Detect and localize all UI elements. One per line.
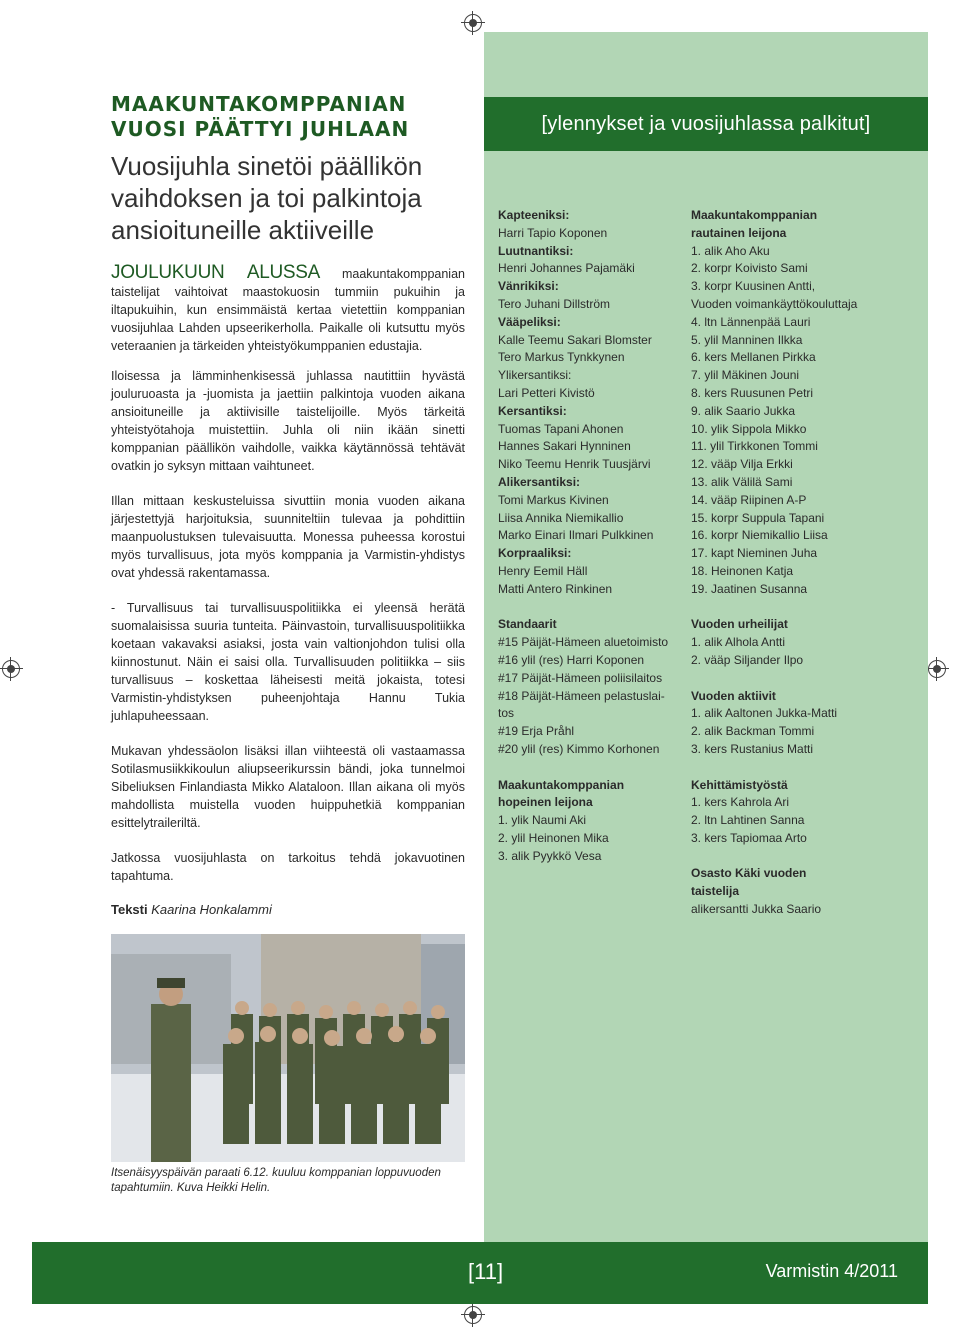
list-item: #19 Erja Pråhl xyxy=(498,724,575,739)
list-item: 5. ylil Manninen Ilkka xyxy=(691,332,803,347)
magazine-issue: Varmistin 4/2011 xyxy=(765,1261,898,1281)
list-heading: Luutnantiksi: xyxy=(498,243,574,258)
photo-caption: Itsenäisyyspäivän paraati 6.12. kuuluu komppanian loppuvuoden tapahtumiin. Kuva Heikki Helin. xyxy=(111,1167,441,1194)
list-item: 14. vääp Riipinen A-P xyxy=(691,492,807,507)
list-item: 3. korpr Kuusinen Antti, xyxy=(691,279,816,294)
list-item: Ylikersantiksi: xyxy=(498,368,572,383)
list-item: 4. ltn Lännenpää Lauri xyxy=(691,314,811,329)
registration-mark-top xyxy=(464,14,482,32)
list-item: Henry Eemil Häll xyxy=(498,563,588,578)
list-item: 17. kapt Nieminen Juha xyxy=(691,546,818,561)
list-item: #17 Päijät-Hämeen poliisilaitos xyxy=(498,670,663,685)
byline-name: Kaarina Honkalammi xyxy=(151,902,272,917)
list-item: Tuomas Tapani Ahonen xyxy=(498,421,624,436)
list-item: Harri Tapio Koponen xyxy=(498,225,608,240)
list-item: 6. kers Mellanen Pirkka xyxy=(691,350,816,365)
kicker-line-1: MAAKUNTAKOMPPANIAN xyxy=(111,92,407,116)
spacer xyxy=(691,759,926,777)
list-heading: rautainen leijona xyxy=(691,225,787,240)
byline xyxy=(111,902,465,917)
list-heading: Osasto Käki vuoden xyxy=(691,866,807,881)
list-item: 3. kers Tapiomaa Arto xyxy=(691,830,807,845)
list-item: #16 ylil (res) Harri Koponen xyxy=(498,652,645,667)
list-item: #18 Päijät-Hämeen pelastuslai- xyxy=(498,688,665,703)
list-item: Vuoden voimankäyttökouluttaja xyxy=(691,296,858,311)
page-number: [11] xyxy=(468,1259,504,1284)
list-item: 2. ltn Lahtinen Sanna xyxy=(691,813,805,828)
spacer xyxy=(691,599,926,617)
list-item: Henri Johannes Pajamäki xyxy=(498,261,635,276)
sidebar-column-2 xyxy=(691,207,926,919)
spacer xyxy=(691,670,926,688)
list-item: 9. alik Saario Jukka xyxy=(691,403,796,418)
list-item: #15 Päijät-Hämeen aluetoimisto xyxy=(498,635,669,650)
list-heading: Maakuntakomppanian xyxy=(691,208,818,222)
article-paragraph: Iloisessa ja lämminhenkisessä juhlassa nautittiin hyvästä jouluruoasta ja -juomista ja jaettiin palkintoja vuoden aikana ansioituneille ja aktiivisille taistelijoille. Myös tärkeitä yhteistyötahoja muistettiin. Juhla oli niin ikään sinetti komppanian päällikön vaihdolle, vaikka käytännössä tehtävät ovatkin jo syksyn mittaan vaihtuneet. xyxy=(111,369,465,473)
lead-cap: JOULUKUUN ALUSSA xyxy=(111,262,321,283)
spacer xyxy=(691,848,926,866)
parade-photo xyxy=(111,934,465,1162)
list-heading: Alikersantiksi: xyxy=(498,474,581,489)
list-item: Tero Juhani Dillström xyxy=(498,296,611,311)
list-heading: taistelija xyxy=(691,884,740,899)
article-paragraph: Illan mittaan keskusteluissa sivuttiin monia vuoden aikana järjestettyjä harjoituksia, suunniteltiin tulevaa ja pohdittiin maanpuolustuksen tulevaisuutta. Monessa puheessa korostui myös turvallisuus, jota myös komppania ja Varmistin-yhdistys ovat yhdessä rakentamassa. xyxy=(111,494,465,580)
list-heading: Vääpeliksi: xyxy=(498,314,561,329)
list-item: 19. Jaatinen Susanna xyxy=(691,581,808,596)
spacer xyxy=(498,599,688,617)
list-heading: Vuoden aktiivit xyxy=(691,688,776,703)
kicker-line-2: VUOSI PÄÄTTYI JUHLAAN xyxy=(111,117,410,141)
list-item: 2. alik Backman Tommi xyxy=(691,724,815,739)
article-paragraph: Jatkossa vuosijuhlasta on tarkoitus tehdä jokavuotinen tapahtuma. xyxy=(111,851,465,883)
list-item: 8. kers Ruusunen Petri xyxy=(691,385,814,400)
list-item: 3. kers Rustanius Matti xyxy=(691,741,814,756)
list-heading: Kehittämistyöstä xyxy=(691,777,788,792)
list-heading: Korpraaliksi: xyxy=(498,546,572,561)
registration-mark-left xyxy=(2,660,20,678)
article-lead xyxy=(111,264,465,355)
list-item: 1. ylik Naumi Aki xyxy=(498,813,587,828)
article-headline: Vuosijuhla sinetöi päällikön vaihdoksen ja toi palkintoja ansioituneille aktiiveille xyxy=(111,151,423,245)
sidebar-banner: [ylennykset ja vuosijuhlassa palkitut] xyxy=(484,97,928,151)
registration-mark-right xyxy=(928,660,946,678)
article xyxy=(111,92,465,917)
article-body xyxy=(111,367,465,885)
spacer xyxy=(498,759,688,777)
list-item: tos xyxy=(498,706,515,721)
list-item: 2. korpr Koivisto Sami xyxy=(691,261,808,276)
list-heading: Vuoden urheilijat xyxy=(691,617,788,632)
list-item: Marko Einari Ilmari Pulkkinen xyxy=(498,528,654,543)
list-item: 3. alik Pyykkö Vesa xyxy=(498,848,602,863)
list-item: 1. alik Aho Aku xyxy=(691,243,770,258)
list-heading: Kersantiksi: xyxy=(498,403,567,418)
list-item: Niko Teemu Henrik Tuusjärvi xyxy=(498,457,651,472)
list-item: 13. alik Välilä Sami xyxy=(691,474,793,489)
list-item: 11. ylil Tirkkonen Tommi xyxy=(691,439,818,454)
list-item: 7. ylil Mäkinen Jouni xyxy=(691,368,800,383)
list-item: Matti Antero Rinkinen xyxy=(498,581,613,596)
list-item: 15. korpr Suppula Tapani xyxy=(691,510,825,525)
list-item: Tomi Markus Kivinen xyxy=(498,492,609,507)
article-paragraph: Mukavan yhdessäolon lisäksi illan viihteestä oli vastaamassa Sotilasmusiikkikoulun aliupseerikurssin bändi, joka tunnelmoi Sibeliuksen Finlandiasta Mikko Alataloon. Illan aikana oli myös mahdollista muistella vuoden huippuhetkiä komppanian esittelytraileriltä. xyxy=(111,744,465,830)
list-heading: Kapteeniksi: xyxy=(498,208,570,222)
list-item: 18. Heinonen Katja xyxy=(691,563,794,578)
list-item: 2. ylil Heinonen Mika xyxy=(498,830,609,845)
list-heading: Standaarit xyxy=(498,617,557,632)
list-item: #20 ylil (res) Kimmo Korhonen xyxy=(498,741,660,756)
article-paragraph: - Turvallisuus tai turvallisuuspolitiikka ei yleensä herätä suomalaisissa suuria tunteita. Päinvastoin, turvallisuuspolitiikka koetaan vakavaksi asiaksi, josta vain valtionjohdon tulisi olla kiinnostunut. Näin ei saisi olla. Turvallisuuden politiikka – siis turvallisuus – koskettaa läheisesti meitä jokaista, totesi Varmistin-yhdistyksen puheenjohtaja Hannu Tukia juhlapuheessaan. xyxy=(111,601,465,723)
list-heading: hopeinen leijona xyxy=(498,795,593,810)
list-item: Kalle Teemu Sakari Blomster xyxy=(498,332,652,347)
list-item: Hannes Sakari Hynninen xyxy=(498,439,631,454)
list-item: alikersantti Jukka Saario xyxy=(691,902,822,917)
list-item: 12. vääp Vilja Erkki xyxy=(691,457,793,472)
sidebar-column-1 xyxy=(498,207,688,865)
registration-mark-bottom xyxy=(464,1306,482,1324)
list-item: Lari Petteri Kivistö xyxy=(498,385,595,400)
list-item: 2. vääp Siljander Ilpo xyxy=(691,652,804,667)
list-heading: Vänrikiksi: xyxy=(498,279,559,294)
byline-label: Teksti xyxy=(111,902,148,917)
list-item: 10. ylik Sippola Mikko xyxy=(691,421,807,436)
list-item: 1. alik Aaltonen Jukka-Matti xyxy=(691,706,838,721)
list-item: Tero Markus Tynkkynen xyxy=(498,350,625,365)
footer-bar xyxy=(32,1242,928,1304)
list-item: 1. kers Kahrola Ari xyxy=(691,795,790,810)
list-item: Liisa Annika Niemikallio xyxy=(498,510,624,525)
lead-text: maakuntakomppanian taistelijat vaihtoivat maastokuosin tummiin pukuihin ja iltapukuihin, kun ensimmäistä kertaa vietettiin komppanian vuosijuhlaa Lahden upseerikerholla. Paikalle oli kutsuttu myös veteraanien ja tärkeiden yhteistyökumppanien edustajia. xyxy=(111,267,465,353)
list-item: 16. korpr Niemikallio Liisa xyxy=(691,528,828,543)
list-heading: Maakuntakomppanian xyxy=(498,777,625,792)
list-item: 1. alik Alhola Antti xyxy=(691,635,786,650)
